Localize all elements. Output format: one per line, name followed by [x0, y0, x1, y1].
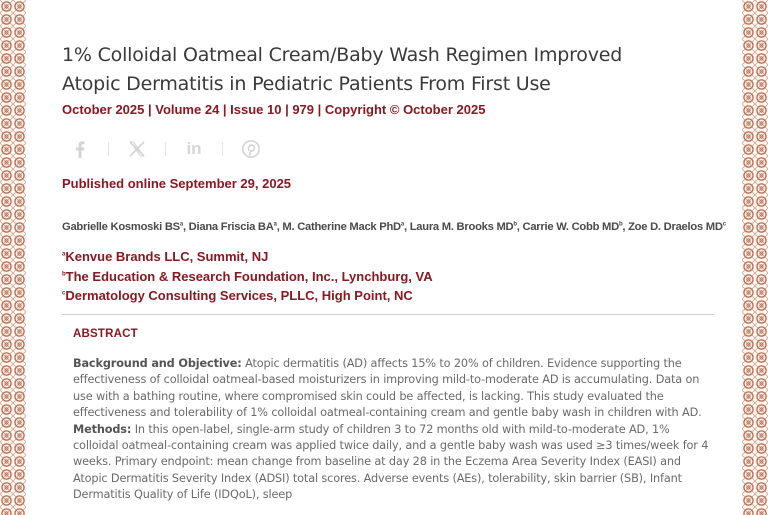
- affiliation-text: Kenvue Brands LLC, Summit, NJ: [65, 249, 269, 264]
- x-icon[interactable]: [125, 138, 149, 160]
- border-pattern: [0, 0, 26, 515]
- background-text: Atopic dermatitis (AD) affects 15% to 20% of children. Evidence supporting the effectiveness of colloidal oatmeal-based moisturizers in improving mild-to-moderate AD is accumulating. Data on use with a bathing routine, where compromised skin could be affected, is lacking. This study evaluated the effectiveness and tolerability of 1% colloidal oatmeal-containing cream and gentle baby wash in children with AD.: [73, 357, 702, 420]
- author-affiliation-mark: b: [513, 221, 517, 228]
- methods-text: In this open-label, single-arm study of children 3 to 72 months old with mild-to-moderate AD, 1% colloidal oatmeal-containing cream was applied twice daily, and a gentle baby wash was used ≥3 times/week for 4 weeks. Primary endpoint: mean change from baseline at day 28 in the Eczema Area Severity Index (EASI) and Atopic Dermatitis Severity Index (ADSI) total scores. Adverse events (AEs), tolerability, skin barrier (SB), Infant Dermatitis Quality of Life (IDQoL), sleep: [73, 422, 709, 502]
- author-separator: ,: [622, 221, 629, 233]
- author-separator: ,: [182, 221, 189, 233]
- pinterest-icon[interactable]: [239, 138, 263, 160]
- share-separator: [108, 142, 109, 156]
- affiliation-mark: c: [62, 290, 66, 297]
- author-affiliation-mark: a: [400, 221, 404, 228]
- abstract-background: [73, 356, 713, 422]
- linkedin-icon[interactable]: in: [186, 139, 202, 158]
- author-name[interactable]: Diana Friscia BA: [188, 221, 274, 233]
- abstract-body: [73, 356, 713, 504]
- affiliation-text: Dermatology Consulting Services, PLLC, High Point, NC: [65, 288, 413, 303]
- author-affiliation-mark: a: [273, 221, 277, 228]
- affiliation-text: The Education & Research Foundation, Inc., Lynchburg, VA: [65, 268, 433, 284]
- methods-label: Methods:: [73, 422, 132, 436]
- author-separator: ,: [516, 221, 523, 233]
- share-separator: [165, 142, 166, 156]
- facebook-icon[interactable]: [68, 138, 92, 160]
- border-pattern: [742, 0, 768, 515]
- affiliation-item: [62, 286, 433, 306]
- author-separator: ,: [403, 221, 410, 233]
- author-name[interactable]: Laura M. Brooks MD: [409, 221, 514, 233]
- background-label: Background and Objective:: [73, 357, 242, 370]
- author-name[interactable]: Zoe D. Draelos MD: [628, 221, 723, 233]
- decorative-border-right: [742, 0, 768, 515]
- author-affiliation-mark: b: [618, 221, 623, 228]
- share-bar: [68, 138, 263, 160]
- author-affiliation-mark: a: [179, 221, 183, 228]
- section-divider: [62, 314, 714, 315]
- affiliation-item: [62, 267, 433, 287]
- affiliation-list: [62, 247, 433, 306]
- affiliation-mark: b: [62, 271, 66, 278]
- article-title: 1% Colloidal Oatmeal Cream/Baby Wash Regimen Improved Atopic Dermatitis in Pediatric Patients From First Use: [62, 44, 623, 95]
- share-separator: [222, 142, 223, 156]
- article-citation: October 2025 | Volume 24 | Issue 10 | 979 | Copyright © October 2025: [62, 102, 486, 117]
- affiliation-mark: a: [62, 251, 66, 258]
- published-date: Published online September 29, 2025: [62, 176, 292, 191]
- author-separator: ,: [276, 221, 283, 233]
- decorative-border-left: [0, 0, 26, 515]
- author-list: [62, 221, 726, 233]
- author-name[interactable]: Carrie W. Cobb MD: [522, 221, 619, 233]
- affiliation-item: [62, 247, 433, 267]
- article-header: [62, 0, 726, 515]
- author-affiliation-mark: c: [722, 221, 726, 228]
- abstract-methods: [73, 422, 713, 504]
- author-name[interactable]: M. Catherine Mack PhD: [282, 221, 401, 233]
- abstract-heading: ABSTRACT: [73, 328, 138, 340]
- author-name[interactable]: Gabrielle Kosmoski BS: [62, 221, 180, 233]
